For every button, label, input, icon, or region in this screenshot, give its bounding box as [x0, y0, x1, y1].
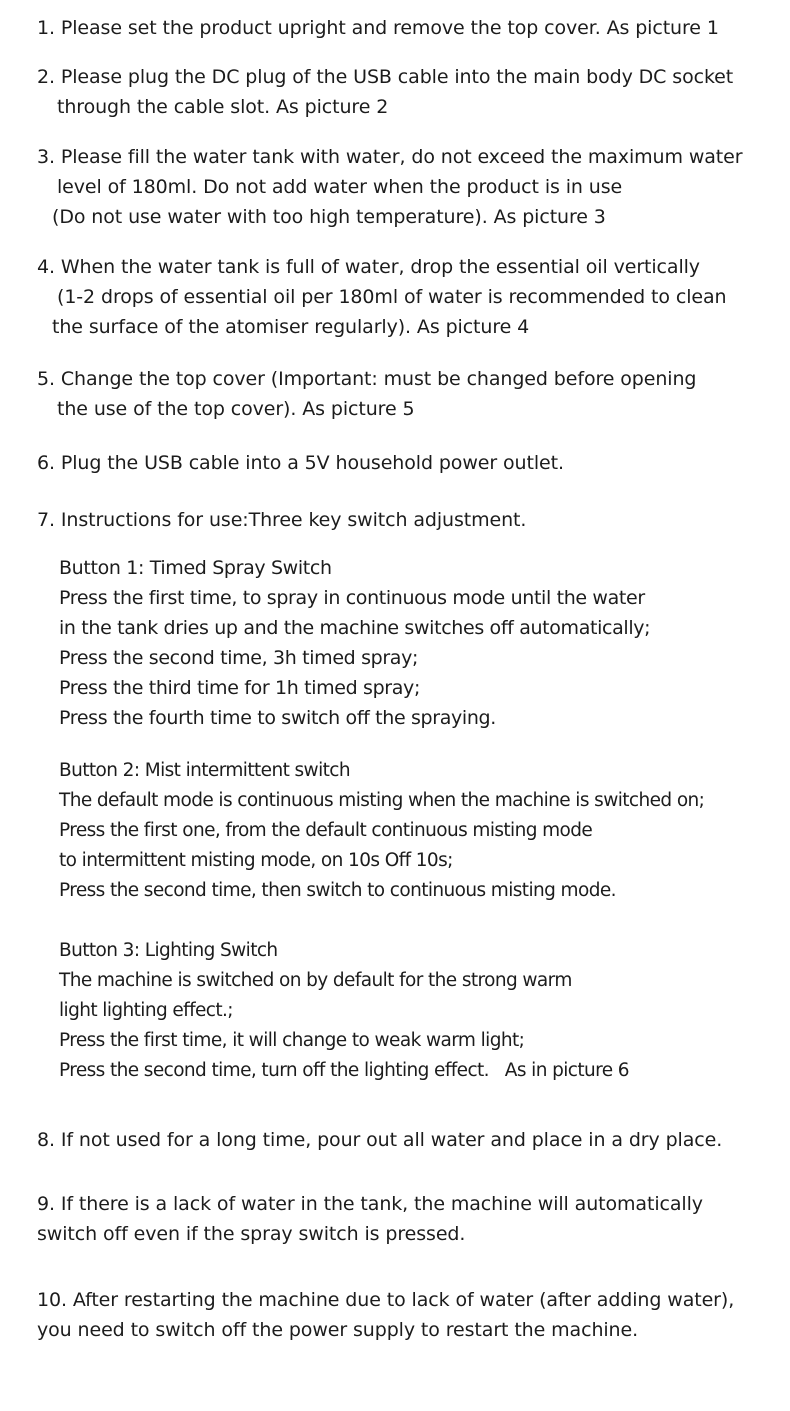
- button-2-line-2: Press the first one, from the default continuous misting mode: [59, 820, 593, 841]
- step-9-line-2: switch off even if the spray switch is pressed.: [37, 1223, 466, 1245]
- button-1-line-4: Press the third time for 1h timed spray;: [59, 677, 420, 699]
- step-2-line-2: through the cable slot. As picture 2: [57, 96, 389, 118]
- button-2-title: Button 2: Mist intermittent switch: [59, 760, 350, 781]
- step-8-line-1: 8. If not used for a long time, pour out all water and place in a dry place.: [37, 1129, 723, 1151]
- button-1-line-5: Press the fourth time to switch off the spraying.: [59, 707, 496, 729]
- step-3-line-1: 3. Please fill the water tank with water, do not exceed the maximum water: [37, 146, 743, 168]
- step-3-line-3: (Do not use water with too high temperature). As picture 3: [52, 206, 606, 228]
- button-2-line-1: The default mode is continuous misting when the machine is switched on;: [59, 790, 705, 811]
- button-1-title: Button 1: Timed Spray Switch: [59, 557, 332, 579]
- button-3-line-1: The machine is switched on by default for the strong warm: [59, 970, 572, 991]
- button-3-title: Button 3: Lighting Switch: [59, 940, 278, 961]
- step-5-line-2: the use of the top cover). As picture 5: [57, 398, 415, 420]
- button-3-line-4: Press the second time, turn off the lighting effect. As in picture 6: [59, 1060, 629, 1081]
- step-4-line-1: 4. When the water tank is full of water, drop the essential oil vertically: [37, 256, 700, 278]
- button-1-line-2: in the tank dries up and the machine switches off automatically;: [59, 617, 651, 639]
- step-10-line-1: 10. After restarting the machine due to lack of water (after adding water),: [37, 1289, 735, 1311]
- button-1-line-1: Press the first time, to spray in continuous mode until the water: [59, 587, 645, 609]
- step-3-line-2: level of 180ml. Do not add water when the product is in use: [57, 176, 623, 198]
- step-10-line-2: you need to switch off the power supply to restart the machine.: [37, 1319, 639, 1341]
- button-3-line-3: Press the first time, it will change to weak warm light;: [59, 1030, 525, 1051]
- button-2-line-4: Press the second time, then switch to continuous misting mode.: [59, 880, 616, 901]
- step-4-line-2: (1-2 drops of essential oil per 180ml of water is recommended to clean: [57, 286, 727, 308]
- step-6-line-1: 6. Plug the USB cable into a 5V household power outlet.: [37, 452, 564, 474]
- step-1-line-1: 1. Please set the product upright and remove the top cover. As picture 1: [37, 17, 719, 39]
- button-1-line-3: Press the second time, 3h timed spray;: [59, 647, 419, 669]
- step-5-line-1: 5. Change the top cover (Important: must be changed before opening: [37, 368, 697, 390]
- step-4-line-3: the surface of the atomiser regularly). As picture 4: [52, 316, 530, 338]
- step-7-line-1: 7. Instructions for use:Three key switch adjustment.: [37, 509, 527, 531]
- button-2-line-3: to intermittent misting mode, on 10s Off 10s;: [59, 850, 453, 871]
- step-2-line-1: 2. Please plug the DC plug of the USB cable into the main body DC socket: [37, 66, 734, 88]
- button-3-line-2: light lighting effect.;: [59, 1000, 233, 1021]
- step-9-line-1: 9. If there is a lack of water in the tank, the machine will automatically: [37, 1193, 703, 1215]
